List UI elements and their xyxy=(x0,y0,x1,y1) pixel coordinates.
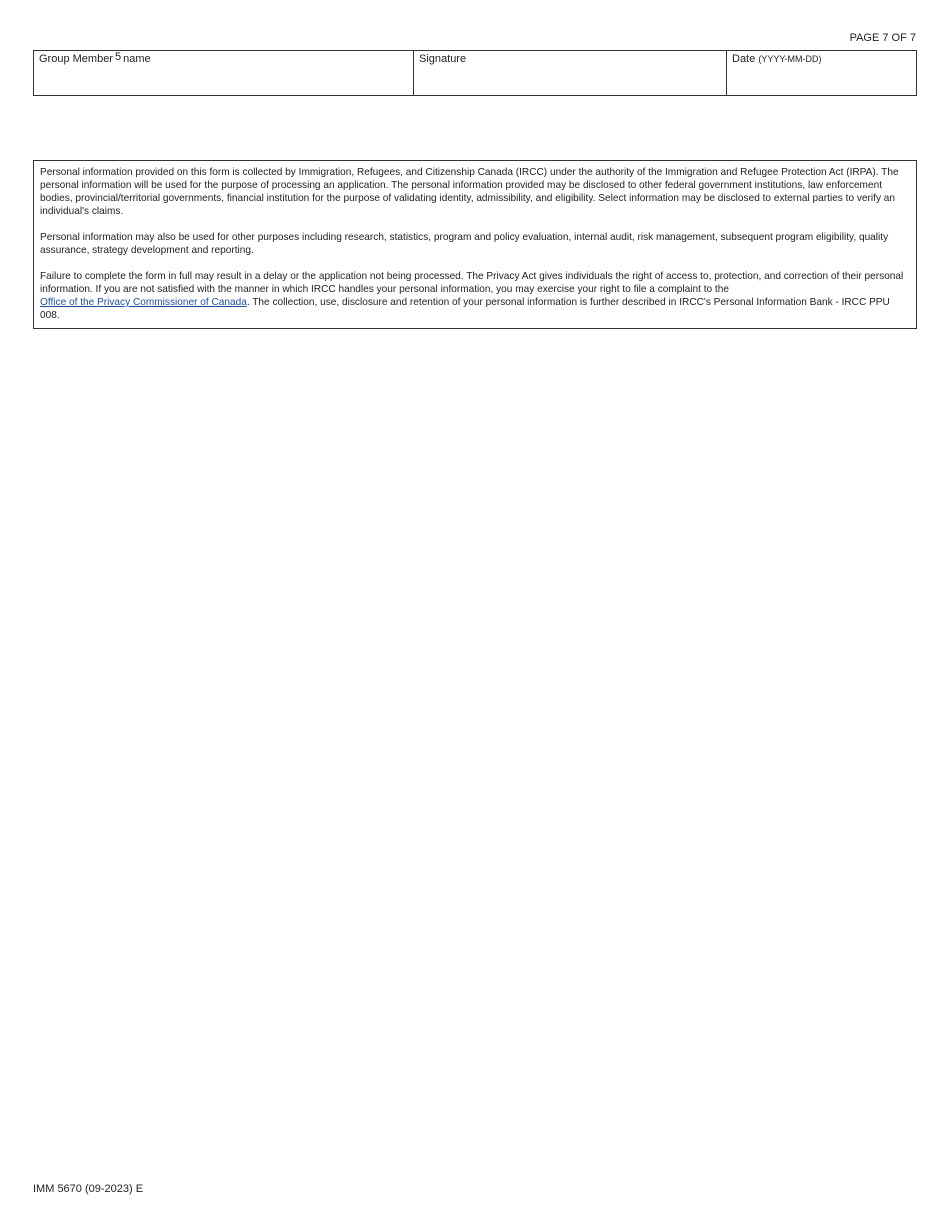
privacy-paragraph-3 xyxy=(40,270,910,322)
name-label-suffix: name xyxy=(123,53,151,65)
date-field[interactable] xyxy=(732,67,911,91)
member-number: 5 xyxy=(114,51,122,63)
group-member-name-cell xyxy=(34,51,414,95)
privacy-paragraph-3-text: Failure to complete the form in full may result in a delay or the application not being processed. The Privacy Act gives individuals the right of access to, protection, and correction of their personal information. If you are not satisfied with the manner in which IRCC handles your personal information, you may exercise your right to file a complaint to the xyxy=(40,271,904,295)
signature-table xyxy=(33,50,917,96)
group-member-name-field[interactable] xyxy=(39,67,408,91)
signature-cell xyxy=(414,51,727,95)
group-member-name-label xyxy=(39,53,151,65)
date-label: Date xyxy=(732,53,756,65)
privacy-paragraph-2: Personal information may also be used for other purposes including research, statistics, program and policy evaluation, internal audit, risk management, subsequent program eligibility, quality assurance, strategy development and reporting. xyxy=(40,232,889,256)
date-format-hint: (YYYY-MM-DD) xyxy=(758,54,822,64)
privacy-commissioner-link[interactable]: Office of the Privacy Commissioner of Canada xyxy=(40,297,247,308)
privacy-notice xyxy=(33,160,917,329)
signature-label: Signature xyxy=(419,53,467,65)
name-label-prefix: Group Member xyxy=(39,53,113,65)
page-number: PAGE 7 OF 7 xyxy=(849,32,916,44)
privacy-paragraph-3-end: . The collection, use, disclosure and retention of your personal information is further described in IRCC's Personal Information Bank - IRCC PPU 008. xyxy=(40,297,890,321)
signature-field[interactable] xyxy=(419,67,721,91)
form-identifier: IMM 5670 (09-2023) E xyxy=(33,1183,144,1195)
date-cell xyxy=(727,51,916,95)
privacy-paragraph-1: Personal information provided on this form is collected by Immigration, Refugees, and Citizenship Canada (IRCC) under the authority of the Immigration and Refugee Protection Act (IRPA). The personal information will be used for the purpose of processing an application. The personal information provided may be disclosed to other federal government institutions, law enforcement bodies, provincial/territorial governments, financial institution for the purpose of validating identity, admissibility, and eligibility. Select information may be disclosed to external parties to verify an individual's claims. xyxy=(40,167,899,217)
